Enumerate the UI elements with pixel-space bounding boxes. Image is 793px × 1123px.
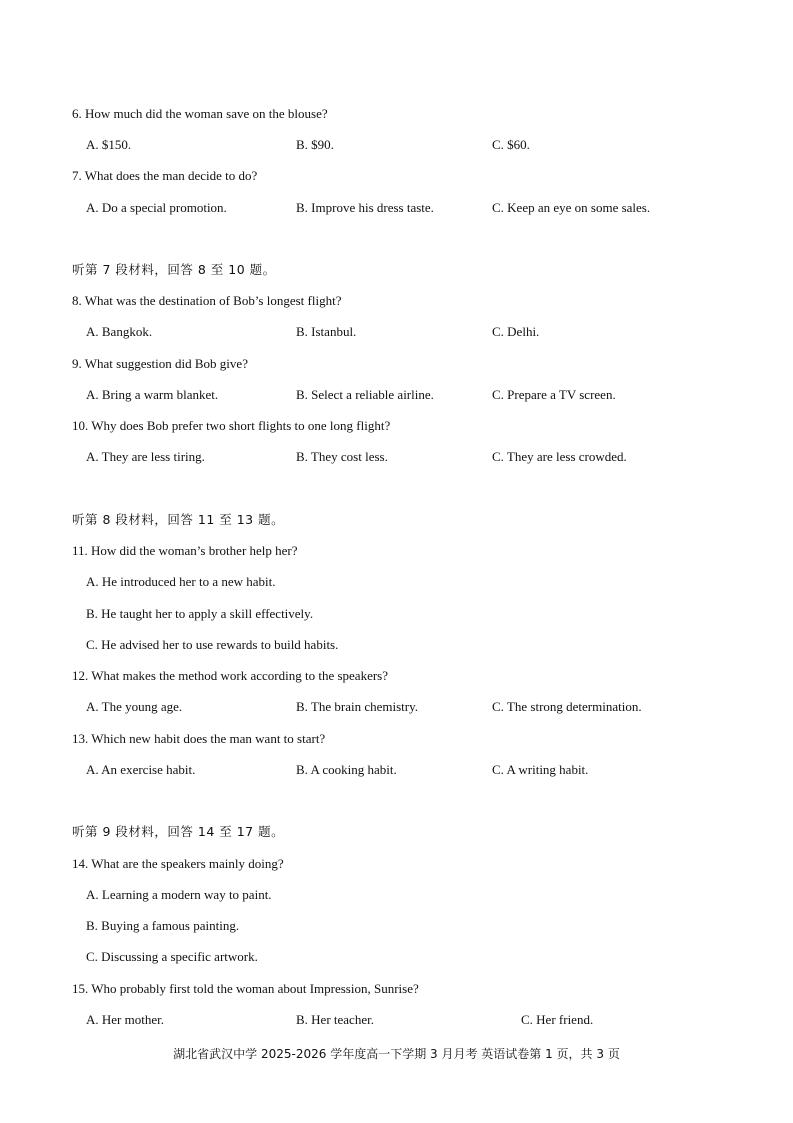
- q9-option-a: A. Bring a warm blanket.: [86, 387, 219, 402]
- q14-option-a: A. Learning a modern way to paint.: [86, 887, 272, 902]
- q13-option-b: B. A cooking habit.: [296, 762, 397, 777]
- question-11: 11. How did the woman’s brother help her?: [72, 543, 298, 558]
- q11-option-c: C. He advised her to use rewards to build habits.: [86, 637, 339, 652]
- q6-option-a: A. $150.: [86, 137, 132, 152]
- q10-option-b: B. They cost less.: [296, 449, 388, 464]
- q11-option-b: B. He taught her to apply a skill effectively.: [86, 606, 314, 621]
- question-12: 12. What makes the method work according to the speakers?: [72, 668, 388, 683]
- page-footer: 湖北省武汉中学 2025-2026 学年度高一下学期 3 月月考 英语试卷第 1 页，共 3 页: [173, 1047, 620, 1061]
- q6-option-b: B. $90.: [296, 137, 334, 152]
- question-15: 15. Who probably first told the woman about Impression, Sunrise?: [72, 981, 419, 996]
- q12-option-b: B. The brain chemistry.: [296, 699, 419, 714]
- q6-option-c: C. $60.: [492, 137, 530, 152]
- q15-option-b: B. Her teacher.: [296, 1012, 374, 1027]
- question-7: 7. What does the man decide to do?: [72, 168, 258, 183]
- q7-option-b: B. Improve his dress taste.: [296, 200, 434, 215]
- q8-option-b: B. Istanbul.: [296, 324, 357, 339]
- q13-option-c: C. A writing habit.: [492, 762, 589, 777]
- q12-option-c: C. The strong determination.: [492, 699, 642, 714]
- q7-option-c: C. Keep an eye on some sales.: [492, 200, 651, 215]
- question-9: 9. What suggestion did Bob give?: [72, 356, 248, 371]
- question-8: 8. What was the destination of Bob’s longest flight?: [72, 293, 342, 308]
- section-heading-7: 听第 7 段材料，回答 8 至 10 题。: [72, 262, 276, 277]
- question-14: 14. What are the speakers mainly doing?: [72, 856, 284, 871]
- q10-option-c: C. They are less crowded.: [492, 449, 627, 464]
- q14-option-c: C. Discussing a specific artwork.: [86, 949, 258, 964]
- q15-option-c: C. Her friend.: [521, 1012, 594, 1027]
- q12-option-a: A. The young age.: [86, 699, 183, 714]
- q13-option-a: A. An exercise habit.: [86, 762, 196, 777]
- q7-option-a: A. Do a special promotion.: [86, 200, 227, 215]
- q9-option-c: C. Prepare a TV screen.: [492, 387, 616, 402]
- section-heading-9: 听第 9 段材料，回答 14 至 17 题。: [72, 824, 285, 839]
- q11-option-a: A. He introduced her to a new habit.: [86, 574, 276, 589]
- q10-option-a: A. They are less tiring.: [86, 449, 205, 464]
- section-heading-8: 听第 8 段材料，回答 11 至 13 题。: [72, 512, 285, 527]
- q9-option-b: B. Select a reliable airline.: [296, 387, 434, 402]
- q14-option-b: B. Buying a famous painting.: [86, 918, 240, 933]
- q8-option-a: A. Bangkok.: [86, 324, 153, 339]
- question-13: 13. Which new habit does the man want to start?: [72, 731, 326, 746]
- q8-option-c: C. Delhi.: [492, 324, 540, 339]
- q15-option-a: A. Her mother.: [86, 1012, 164, 1027]
- question-10: 10. Why does Bob prefer two short flights to one long flight?: [72, 418, 391, 433]
- question-6: 6. How much did the woman save on the blouse?: [72, 106, 328, 121]
